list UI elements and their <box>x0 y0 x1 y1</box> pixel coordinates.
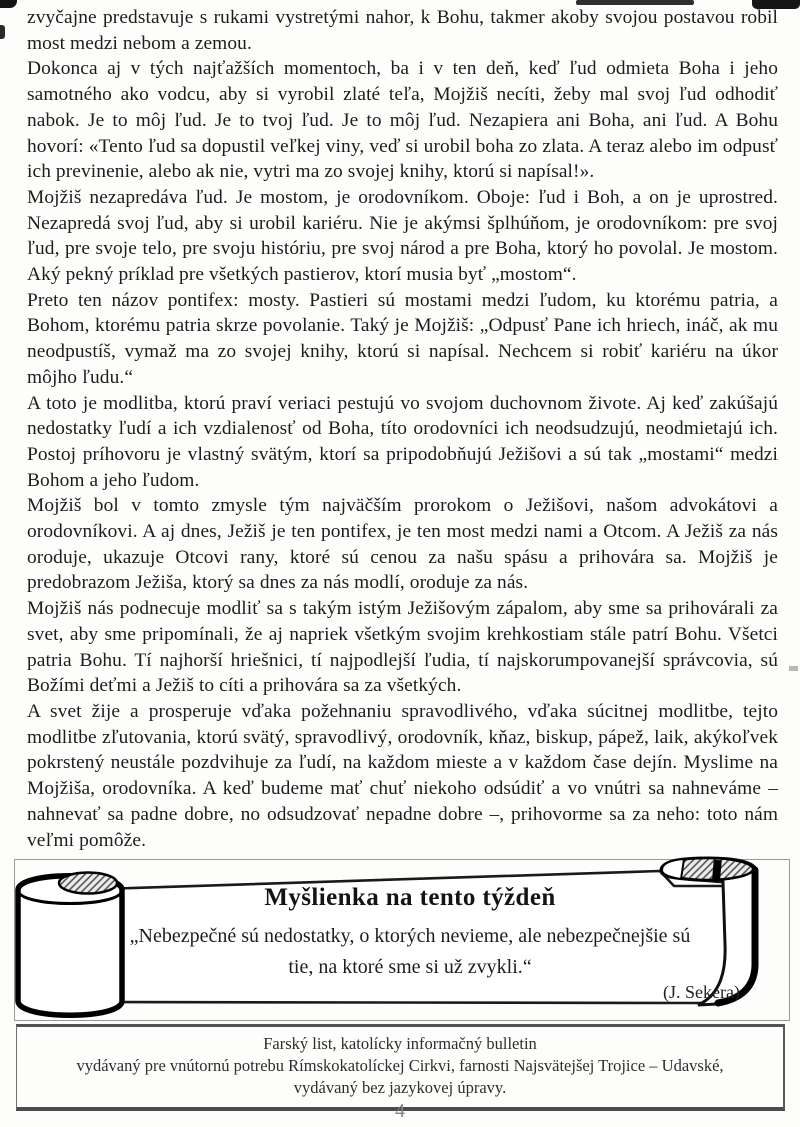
imprint-line-2: vydávaný pre vnútornú potrebu Rímskokatolíckej Cirkvi, farnosti Najsvätejšej Trojice – Udavské, <box>76 1056 724 1075</box>
scan-artifact-top-left <box>0 0 17 8</box>
article-paragraph: A svet žije a prosperuje vďaka požehnaniu spravodlivého, vďaka súcitnej modlitbe, tejto modlitbe zľutovania, ktorú svätý, spravodlivý, orodovník, kňaz, biskup, pápež, laik, akýkoľvek pokrstený neustále pozdvihuje za ľudí, na každom mieste a v každom čase dejín. Myslime na Mojžiša, orodovníka. A keď budeme mať chuť niekoho odsúdiť a vo vnútri sa nahneváme – nahnevať sa padne dobre, no odsudzovať nepadne dobre –, prihovorme sa za neho: toto nám veľmi pomôže. <box>27 700 778 851</box>
imprint-box <box>16 1024 785 1111</box>
article-paragraph: A toto je modlitba, ktorú praví veriaci pestujú vo svojom duchovnom živote. Aj keď zakúšajú nedostatky ľudí a ich vzdialenosť od Boha, títo orodovníci ich neodsudzujú, neodmietajú ich. Postoj príhovoru je vlastný svätým, ktorí sa pripodobňujú Ježišovi a sú tak „mostami“ medzi Bohom a jeho ľudom. <box>27 392 778 491</box>
article-paragraph: Dokonca aj v tých najťažších momentoch, ba i v ten deň, keď ľud odmieta Boha i jeho samotného ako vodcu, aby si vyrobil zlaté teľa, Mojžiš necíti, žeby mal svoj ľud odhodiť nabok. Je to môj ľud. Je to tvoj ľud. Je to môj ľud. Nezapiera ani Boha, ani ľud. A Bohu hovorí: «Tento ľud sa dopustil veľkej viny, veď si urobil boha zo zlata. A teraz alebo im odpusť ich previnenie, alebo ak nie, vytri ma zo svojej knihy, ktorú si napísal!». <box>27 58 778 183</box>
thought-box-attribution: (J. Sekera) <box>663 982 740 1002</box>
article-paragraph: Mojžiš bol v tomto zmysle tým najväčším prorokom o Ježišovi, našom advokátovi a orodovníkovi. A aj dnes, Ježiš je ten pontifex, je ten most medzi nami a Otcom. A Ježiš za nás oroduje, ukazuje Otcovi rany, ktoré sú cenou za našu spásu a prihovára sa. Mojžiš je predobrazom Ježiša, ktorý sa dnes za nás modlí, oroduje za nás. <box>27 495 778 594</box>
scroll-left-roll-shape <box>18 873 122 1016</box>
imprint-line-3: vydávaný bez jazykovej úpravy. <box>293 1078 507 1097</box>
article-paragraph: zvyčajne predstavuje s rukami vystretými nahor, k Bohu, takmer akoby svojou postavou robil most medzi nebom a zemou. <box>27 7 778 54</box>
article-paragraph: Mojžiš nezapredáva ľud. Je mostom, je orodovníkom. Oboje: ľud i Boh, a on je uprostred. Nezapredá svoj ľud, aby si urobil kariéru. Nie je akýmsi šplhúňom, je orodovníkom: pre svoj ľud, pre svoje telo, pre svoju históriu, pre svoj národ a pre Boha, ktorý ho povolal. Je mostom. Aký pekný príklad pre všetkých pastierov, ktorí musia byť „mostom“. <box>27 186 778 286</box>
article-text <box>27 5 778 853</box>
thought-box-title: Myšlienka na tento týždeň <box>264 884 556 911</box>
article-paragraph: Preto ten názov pontifex: mosty. Pastieri sú mostami medzi ľudom, ku ktorému patria, a Bohom, ktorému patria skrze povolanie. Taký je Mojžiš: „Odpusť Pane ich hriech, ináč, ak mu neodpustíš, vymaž ma zo svojej knihy, ktorú si napísal. Nechcem si robiť kariéru na úkor môjho ľudu.“ <box>27 289 778 388</box>
imprint-line-1: Farský list, katolícky informačný bulletin <box>263 1034 537 1053</box>
thought-box-quote: „Nebezpečné sú nedostatky, o ktorých nevieme, ale nebezpečnejšie sú tie, na ktoré sme si už zvykli.“ <box>129 925 691 978</box>
article-paragraph: Mojžiš nás podnecuje modliť sa s takým istým Ježišovým zápalom, aby sme sa prihovárali za svet, aby sme pripomínali, že aj napriek všetkým svojim krehkostiam stále patrí Bohu. Všetci patria Bohu. Tí najhorší hriešnici, tí najpodlejší ľudia, tí najskorumpovanejší správcovia, sú Božími deťmi a Ježiš to cíti a prihovára sa za všetkých. <box>27 598 778 697</box>
scan-artifact-left-edge <box>0 25 5 39</box>
scan-artifact-right-edge <box>789 666 798 671</box>
page-number: 4 <box>395 1100 405 1122</box>
